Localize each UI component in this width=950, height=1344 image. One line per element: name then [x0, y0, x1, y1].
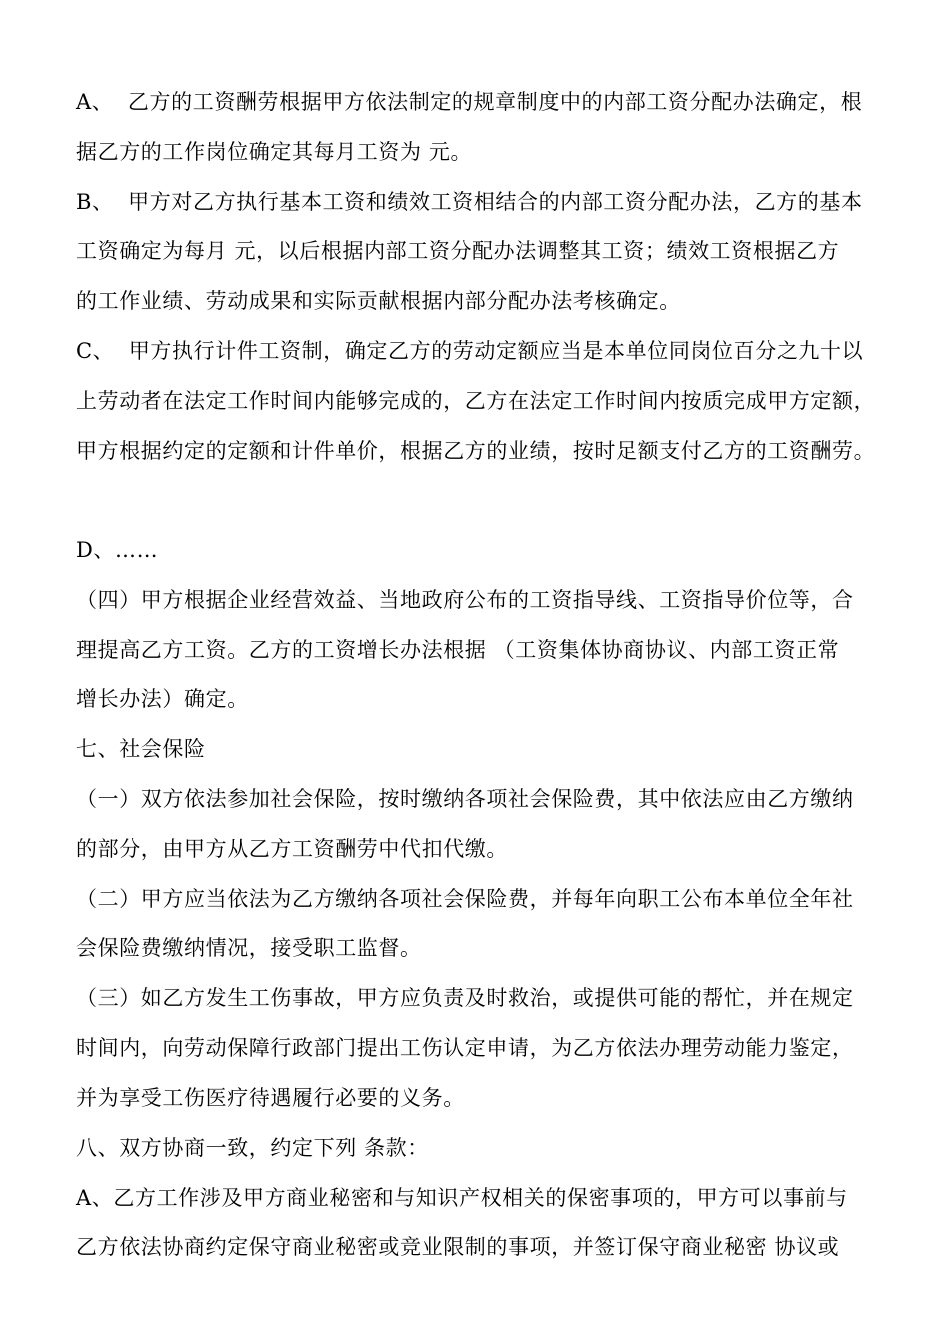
text-line: 时间内，向劳动保障行政部门提出工伤认定申请，为乙方依法办理劳动能力鉴定，: [76, 1036, 854, 1060]
text-line: 据乙方的工作岗位确定其每月工资为 元。: [76, 140, 473, 164]
section-heading: 八、双方协商一致，约定下列 条款：: [76, 1136, 429, 1160]
text-line: （四）甲方根据企业经营效益、当地政府公布的工资指导线、工资指导价位等，合: [76, 588, 854, 612]
text-line: （一）双方依法参加社会保险，按时缴纳各项社会保险费，其中依法应由乙方缴纳: [76, 787, 854, 811]
text-line: 会保险费缴纳情况，接受职工监督。: [76, 936, 422, 960]
text-line: 的工作业绩、劳动成果和实际贡献根据内部分配办法考核确定。: [76, 289, 681, 313]
text-line: 上劳动者在法定工作时间内能够完成的，乙方在法定工作时间内按质完成甲方定额，: [76, 389, 876, 413]
text-line: C、 甲方执行计件工资制，确定乙方的劳动定额应当是本单位同岗位百分之九十以: [76, 339, 864, 363]
text-line: 乙方依法协商约定保守商业秘密或竞业限制的事项，并签订保守商业秘密 协议或: [76, 1235, 840, 1259]
text-line: （三）如乙方发生工伤事故，甲方应负责及时救治，或提供可能的帮忙，并在规定: [76, 986, 854, 1010]
text-line: 增长办法）确定。: [76, 687, 249, 711]
text-line: B、 甲方对乙方执行基本工资和绩效工资相结合的内部工资分配办法，乙方的基本: [76, 190, 863, 214]
text-line: 工资确定为每月 元，以后根据内部工资分配办法调整其工资；绩效工资根据乙方: [76, 239, 840, 263]
text-line: A、 乙方的工资酬劳根据甲方依法制定的规章制度中的内部工资分配办法确定，根: [76, 90, 863, 114]
text-line: 理提高乙方工资。乙方的工资增长办法根据 （工资集体协商协议、内部工资正常: [76, 638, 840, 662]
text-line: 并为享受工伤医疗待遇履行必要的义务。: [76, 1086, 465, 1110]
text-line: D、……: [76, 538, 159, 562]
text-line: （二）甲方应当依法为乙方缴纳各项社会保险费，并每年向职工公布本单位全年社: [76, 887, 854, 911]
text-line: 的部分，由甲方从乙方工资酬劳中代扣代缴。: [76, 837, 508, 861]
text-line: 甲方根据约定的定额和计件单价，根据乙方的业绩，按时足额支付乙方的工资酬劳。: [76, 439, 876, 463]
text-line: A、乙方工作涉及甲方商业秘密和与知识产权相关的保密事项的，甲方可以事前与: [76, 1186, 848, 1210]
section-heading: 七、社会保险: [76, 737, 206, 761]
